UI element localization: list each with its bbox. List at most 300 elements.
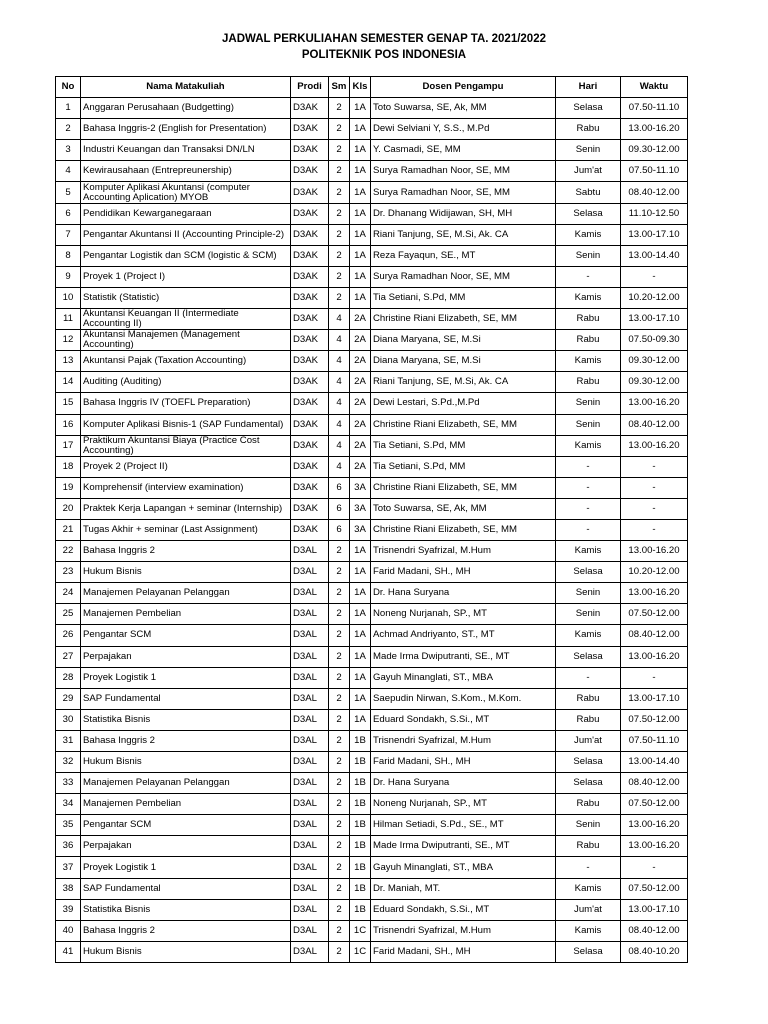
cell-class: 3A [350, 519, 371, 540]
cell-no: 27 [56, 646, 81, 667]
cell-semester: 6 [329, 498, 350, 519]
cell-semester: 2 [329, 709, 350, 730]
cell-program: D3AK [291, 203, 329, 224]
table-row [56, 182, 688, 203]
cell-day: Rabu [556, 709, 621, 730]
cell-course: Proyek 2 (Project II) [81, 456, 291, 477]
cell-class: 2A [350, 372, 371, 393]
cell-time: - [621, 456, 688, 477]
table-row [56, 203, 688, 224]
cell-day: - [556, 266, 621, 287]
cell-day: Jum'at [556, 730, 621, 751]
cell-time: 13.00-17.10 [621, 688, 688, 709]
cell-semester: 2 [329, 899, 350, 920]
cell-time: 07.50-12.00 [621, 794, 688, 815]
cell-semester: 4 [329, 309, 350, 330]
cell-day: Kamis [556, 435, 621, 456]
cell-semester: 2 [329, 541, 350, 562]
cell-semester: 4 [329, 414, 350, 435]
cell-program: D3AK [291, 161, 329, 182]
cell-day: - [556, 477, 621, 498]
cell-lecturer: Achmad Andriyanto, ST., MT [371, 625, 556, 646]
cell-lecturer: Gayuh Minanglati, ST., MBA [371, 667, 556, 688]
cell-lecturer: Dr. Hana Suryana [371, 773, 556, 794]
cell-semester: 4 [329, 393, 350, 414]
cell-day: Senin [556, 140, 621, 161]
cell-time: 13.00-16.20 [621, 541, 688, 562]
column-header-no: No [56, 77, 81, 98]
cell-lecturer: Tia Setiani, S.Pd, MM [371, 287, 556, 308]
table-row [56, 330, 688, 351]
table-row [56, 709, 688, 730]
table-row [56, 794, 688, 815]
cell-semester: 2 [329, 182, 350, 203]
cell-course [81, 435, 291, 456]
cell-class: 1A [350, 266, 371, 287]
cell-lecturer: Diana Maryana, SE, M.Si [371, 330, 556, 351]
table-row [56, 562, 688, 583]
cell-program: D3AK [291, 456, 329, 477]
cell-course: Hukum Bisnis [81, 562, 291, 583]
schedule-table [55, 76, 688, 963]
table-row [56, 351, 688, 372]
cell-program: D3AK [291, 224, 329, 245]
cell-course: Proyek Logistik 1 [81, 857, 291, 878]
cell-time: 13.00-16.20 [621, 836, 688, 857]
cell-class: 1B [350, 773, 371, 794]
cell-day: Selasa [556, 562, 621, 583]
column-header-course: Nama Matakuliah [81, 77, 291, 98]
cell-semester: 2 [329, 836, 350, 857]
cell-no: 22 [56, 541, 81, 562]
cell-semester: 4 [329, 351, 350, 372]
table-row [56, 309, 688, 330]
table-row [56, 140, 688, 161]
column-header-class: Kls [350, 77, 371, 98]
cell-day: Sabtu [556, 182, 621, 203]
cell-class: 1B [350, 857, 371, 878]
cell-class: 2A [350, 456, 371, 477]
cell-course: Bahasa Inggris 2 [81, 541, 291, 562]
cell-time: 13.00-17.10 [621, 309, 688, 330]
cell-lecturer: Trisnendri Syafrizal, M.Hum [371, 920, 556, 941]
cell-program: D3AL [291, 815, 329, 836]
cell-time: 08.40-12.00 [621, 773, 688, 794]
cell-course [81, 224, 291, 245]
cell-day: Kamis [556, 878, 621, 899]
cell-program: D3AL [291, 836, 329, 857]
cell-time: 13.00-16.20 [621, 583, 688, 604]
cell-no: 33 [56, 773, 81, 794]
cell-class: 2A [350, 414, 371, 435]
cell-lecturer: Farid Madani, SH., MH [371, 752, 556, 773]
cell-day: Selasa [556, 203, 621, 224]
cell-lecturer: Trisnendri Syafrizal, M.Hum [371, 730, 556, 751]
cell-no: 28 [56, 667, 81, 688]
table-row [56, 667, 688, 688]
cell-lecturer: Reza Fayaqun, SE., MT [371, 245, 556, 266]
cell-program: D3AL [291, 646, 329, 667]
cell-time: - [621, 857, 688, 878]
cell-day: Jum'at [556, 161, 621, 182]
cell-course: Akuntansi Pajak (Taxation Accounting) [81, 351, 291, 372]
cell-semester: 2 [329, 203, 350, 224]
cell-no: 8 [56, 245, 81, 266]
cell-no: 31 [56, 730, 81, 751]
cell-course: Tugas Akhir + seminar (Last Assignment) [81, 519, 291, 540]
cell-lecturer: Dr. Dhanang Widijawan, SH, MH [371, 203, 556, 224]
table-row [56, 498, 688, 519]
cell-class: 2A [350, 330, 371, 351]
column-header-time: Waktu [621, 77, 688, 98]
cell-course: Komputer Aplikasi Bisnis-1 (SAP Fundamental) [81, 414, 291, 435]
cell-no: 6 [56, 203, 81, 224]
cell-day: Kamis [556, 920, 621, 941]
page-subtitle: POLITEKNIK POS INDONESIA [301, 49, 467, 61]
cell-class: 2A [350, 393, 371, 414]
table-row [56, 519, 688, 540]
cell-day: Kamis [556, 351, 621, 372]
cell-lecturer: Saepudin Nirwan, S.Kom., M.Kom. [371, 688, 556, 709]
cell-program: D3AL [291, 794, 329, 815]
cell-program: D3AL [291, 752, 329, 773]
cell-course: Komprehensif (interview examination) [81, 477, 291, 498]
cell-program: D3AK [291, 309, 329, 330]
cell-lecturer: Trisnendri Syafrizal, M.Hum [371, 541, 556, 562]
cell-day: Selasa [556, 752, 621, 773]
cell-class: 1A [350, 583, 371, 604]
cell-time: 08.40-12.00 [621, 920, 688, 941]
cell-lecturer: Farid Madani, SH., MH [371, 562, 556, 583]
cell-class: 1A [350, 140, 371, 161]
cell-course: Praktek Kerja Lapangan + seminar (Internship) [81, 498, 291, 519]
table-row [56, 941, 688, 962]
cell-semester: 2 [329, 140, 350, 161]
cell-class: 1B [350, 752, 371, 773]
cell-no: 21 [56, 519, 81, 540]
cell-semester: 2 [329, 688, 350, 709]
cell-class: 1C [350, 941, 371, 962]
cell-time: 13.00-14.40 [621, 752, 688, 773]
cell-program: D3AK [291, 351, 329, 372]
cell-lecturer: Surya Ramadhan Noor, SE, MM [371, 161, 556, 182]
table-row [56, 414, 688, 435]
cell-class: 1A [350, 688, 371, 709]
cell-time: 07.50-12.00 [621, 709, 688, 730]
cell-lecturer: Tia Setiani, S.Pd, MM [371, 456, 556, 477]
cell-no: 16 [56, 414, 81, 435]
cell-lecturer: Made Irma Dwiputranti, SE., MT [371, 646, 556, 667]
cell-no: 23 [56, 562, 81, 583]
cell-no: 35 [56, 815, 81, 836]
cell-day: Kamis [556, 224, 621, 245]
table-row [56, 688, 688, 709]
cell-day: Kamis [556, 287, 621, 308]
cell-lecturer: Gayuh Minanglati, ST., MBA [371, 857, 556, 878]
cell-program: D3AK [291, 140, 329, 161]
cell-time: 08.40-10.20 [621, 941, 688, 962]
cell-lecturer: Noneng Nurjanah, SP., MT [371, 794, 556, 815]
cell-semester: 2 [329, 878, 350, 899]
cell-class: 1A [350, 203, 371, 224]
cell-semester: 2 [329, 604, 350, 625]
cell-time: 10.20-12.00 [621, 562, 688, 583]
cell-day: - [556, 519, 621, 540]
cell-lecturer: Christine Riani Elizabeth, SE, MM [371, 309, 556, 330]
cell-no: 3 [56, 140, 81, 161]
cell-course: Proyek Logistik 1 [81, 667, 291, 688]
cell-program: D3AK [291, 330, 329, 351]
cell-time: 13.00-16.20 [621, 435, 688, 456]
cell-no: 18 [56, 456, 81, 477]
cell-no: 17 [56, 435, 81, 456]
cell-no: 34 [56, 794, 81, 815]
cell-day: Senin [556, 604, 621, 625]
cell-no: 25 [56, 604, 81, 625]
cell-course: Manajemen Pelayanan Pelanggan [81, 773, 291, 794]
cell-time: 07.50-12.00 [621, 604, 688, 625]
cell-semester: 2 [329, 773, 350, 794]
cell-day: Selasa [556, 941, 621, 962]
cell-course: Proyek 1 (Project I) [81, 266, 291, 287]
cell-class: 1B [350, 878, 371, 899]
cell-time: 07.50-11.10 [621, 161, 688, 182]
cell-no: 15 [56, 393, 81, 414]
cell-no: 30 [56, 709, 81, 730]
cell-lecturer: Riani Tanjung, SE, M.Si, Ak. CA [371, 224, 556, 245]
cell-course: SAP Fundamental [81, 878, 291, 899]
cell-semester: 4 [329, 330, 350, 351]
cell-program: D3AL [291, 583, 329, 604]
table-row [56, 119, 688, 140]
cell-no: 19 [56, 477, 81, 498]
cell-lecturer: Dr. Hana Suryana [371, 583, 556, 604]
cell-day: Rabu [556, 836, 621, 857]
column-header-program: Prodi [291, 77, 329, 98]
cell-day: Selasa [556, 646, 621, 667]
cell-class: 1B [350, 730, 371, 751]
cell-program: D3AL [291, 541, 329, 562]
cell-no: 41 [56, 941, 81, 962]
cell-lecturer: Toto Suwarsa, SE, Ak, MM [371, 98, 556, 119]
cell-time: 13.00-17.10 [621, 224, 688, 245]
table-row [56, 583, 688, 604]
cell-lecturer: Y. Casmadi, SE, MM [371, 140, 556, 161]
cell-course: Manajemen Pembelian [81, 604, 291, 625]
cell-course: Pengantar SCM [81, 815, 291, 836]
page-title: JADWAL PERKULIAHAN SEMESTER GENAP TA. 2021/2022 [222, 33, 546, 45]
cell-semester: 2 [329, 562, 350, 583]
cell-semester: 2 [329, 625, 350, 646]
cell-program: D3AK [291, 435, 329, 456]
cell-course: Statistik (Statistic) [81, 287, 291, 308]
cell-time: 13.00-16.20 [621, 393, 688, 414]
cell-lecturer: Christine Riani Elizabeth, SE, MM [371, 477, 556, 498]
cell-program: D3AK [291, 182, 329, 203]
cell-semester: 2 [329, 583, 350, 604]
cell-course: Statistika Bisnis [81, 709, 291, 730]
cell-semester: 2 [329, 287, 350, 308]
cell-lecturer: Hilman Setiadi, S.Pd., SE., MT [371, 815, 556, 836]
cell-semester: 4 [329, 372, 350, 393]
cell-day: Senin [556, 414, 621, 435]
cell-no: 37 [56, 857, 81, 878]
cell-lecturer: Made Irma Dwiputranti, SE., MT [371, 836, 556, 857]
cell-lecturer: Eduard Sondakh, S.Si., MT [371, 709, 556, 730]
cell-time: - [621, 477, 688, 498]
cell-no: 40 [56, 920, 81, 941]
table-row [56, 857, 688, 878]
table-row [56, 752, 688, 773]
cell-no: 4 [56, 161, 81, 182]
cell-day: Jum'at [556, 899, 621, 920]
table-row [56, 477, 688, 498]
cell-program: D3AL [291, 920, 329, 941]
cell-class: 3A [350, 498, 371, 519]
cell-course: Pengantar SCM [81, 625, 291, 646]
table-row [56, 372, 688, 393]
cell-course: Perpajakan [81, 646, 291, 667]
cell-time: 13.00-16.20 [621, 815, 688, 836]
cell-semester: 2 [329, 857, 350, 878]
cell-no: 32 [56, 752, 81, 773]
cell-lecturer: Christine Riani Elizabeth, SE, MM [371, 519, 556, 540]
cell-course: Manajemen Pelayanan Pelanggan [81, 583, 291, 604]
table-row [56, 815, 688, 836]
cell-time: 10.20-12.00 [621, 287, 688, 308]
table-row [56, 393, 688, 414]
cell-program: D3AL [291, 899, 329, 920]
table-row [56, 773, 688, 794]
cell-semester: 4 [329, 456, 350, 477]
cell-class: 2A [350, 435, 371, 456]
cell-day: Kamis [556, 625, 621, 646]
cell-program: D3AK [291, 477, 329, 498]
cell-course: Industri Keuangan dan Transaksi DN/LN [81, 140, 291, 161]
cell-program: D3AK [291, 245, 329, 266]
cell-time: 13.00-16.20 [621, 119, 688, 140]
cell-class: 1A [350, 667, 371, 688]
cell-course-text: Akuntansi Keuangan II (Intermediate Accounting II) [83, 309, 239, 330]
cell-day: - [556, 667, 621, 688]
cell-class: 1A [350, 604, 371, 625]
table-row [56, 604, 688, 625]
cell-class: 1A [350, 119, 371, 140]
cell-lecturer: Christine Riani Elizabeth, SE, MM [371, 414, 556, 435]
cell-course [81, 182, 291, 203]
cell-semester: 2 [329, 224, 350, 245]
cell-day: Rabu [556, 794, 621, 815]
cell-class: 1C [350, 920, 371, 941]
cell-semester: 2 [329, 941, 350, 962]
cell-class: 1A [350, 161, 371, 182]
cell-lecturer: Tia Setiani, S.Pd, MM [371, 435, 556, 456]
table-row [56, 98, 688, 119]
cell-program: D3AL [291, 667, 329, 688]
table-row [56, 456, 688, 477]
table-row [56, 899, 688, 920]
cell-day: - [556, 857, 621, 878]
cell-day: Rabu [556, 372, 621, 393]
cell-program: D3AK [291, 266, 329, 287]
cell-day: Rabu [556, 309, 621, 330]
cell-class: 1B [350, 836, 371, 857]
cell-course: Bahasa Inggris 2 [81, 920, 291, 941]
cell-no: 9 [56, 266, 81, 287]
cell-lecturer: Dewi Selviani Y, S.S., M.Pd [371, 119, 556, 140]
cell-program: D3AK [291, 372, 329, 393]
cell-no: 38 [56, 878, 81, 899]
table-row [56, 625, 688, 646]
cell-no: 14 [56, 372, 81, 393]
cell-day: Senin [556, 583, 621, 604]
cell-time: 13.00-17.10 [621, 899, 688, 920]
cell-time: - [621, 498, 688, 519]
cell-no: 1 [56, 98, 81, 119]
cell-time: 13.00-16.20 [621, 646, 688, 667]
cell-semester: 2 [329, 815, 350, 836]
cell-day: Senin [556, 245, 621, 266]
cell-time: 09.30-12.00 [621, 351, 688, 372]
cell-no: 13 [56, 351, 81, 372]
cell-class: 1A [350, 625, 371, 646]
table-row [56, 287, 688, 308]
cell-course-text: Komputer Aplikasi Akuntansi (computer Accounting Aplication) MYOB [83, 182, 250, 203]
cell-course: Hukum Bisnis [81, 752, 291, 773]
table-row [56, 646, 688, 667]
cell-lecturer: Diana Maryana, SE, M.Si [371, 351, 556, 372]
cell-program: D3AK [291, 498, 329, 519]
cell-day: - [556, 498, 621, 519]
table-row [56, 266, 688, 287]
cell-course: Kewirausahaan (Entrepreunership) [81, 161, 291, 182]
cell-program: D3AL [291, 688, 329, 709]
cell-no: 26 [56, 625, 81, 646]
cell-day: Rabu [556, 330, 621, 351]
cell-class: 3A [350, 477, 371, 498]
cell-time: 13.00-14.40 [621, 245, 688, 266]
table-row [56, 920, 688, 941]
cell-program: D3AL [291, 878, 329, 899]
cell-course: SAP Fundamental [81, 688, 291, 709]
cell-program: D3AL [291, 857, 329, 878]
cell-time: 08.40-12.00 [621, 625, 688, 646]
cell-time: - [621, 667, 688, 688]
cell-semester: 2 [329, 646, 350, 667]
column-header-day: Hari [556, 77, 621, 98]
cell-lecturer: Farid Madani, SH., MH [371, 941, 556, 962]
cell-day: Kamis [556, 541, 621, 562]
table-row [56, 878, 688, 899]
cell-course: Bahasa Inggris 2 [81, 730, 291, 751]
cell-day: Selasa [556, 98, 621, 119]
cell-class: 1A [350, 245, 371, 266]
cell-no: 12 [56, 330, 81, 351]
cell-no: 36 [56, 836, 81, 857]
cell-course-text: Akuntansi Manajemen (Management Accounting) [83, 330, 240, 351]
cell-class: 1A [350, 646, 371, 667]
cell-class: 1B [350, 794, 371, 815]
cell-course: Bahasa Inggris-2 (English for Presentation) [81, 119, 291, 140]
cell-no: 10 [56, 287, 81, 308]
cell-course [81, 309, 291, 330]
cell-time: - [621, 266, 688, 287]
cell-course: Manajemen Pembelian [81, 794, 291, 815]
cell-class: 1A [350, 224, 371, 245]
cell-class: 1A [350, 287, 371, 308]
cell-semester: 2 [329, 266, 350, 287]
cell-class: 2A [350, 309, 371, 330]
